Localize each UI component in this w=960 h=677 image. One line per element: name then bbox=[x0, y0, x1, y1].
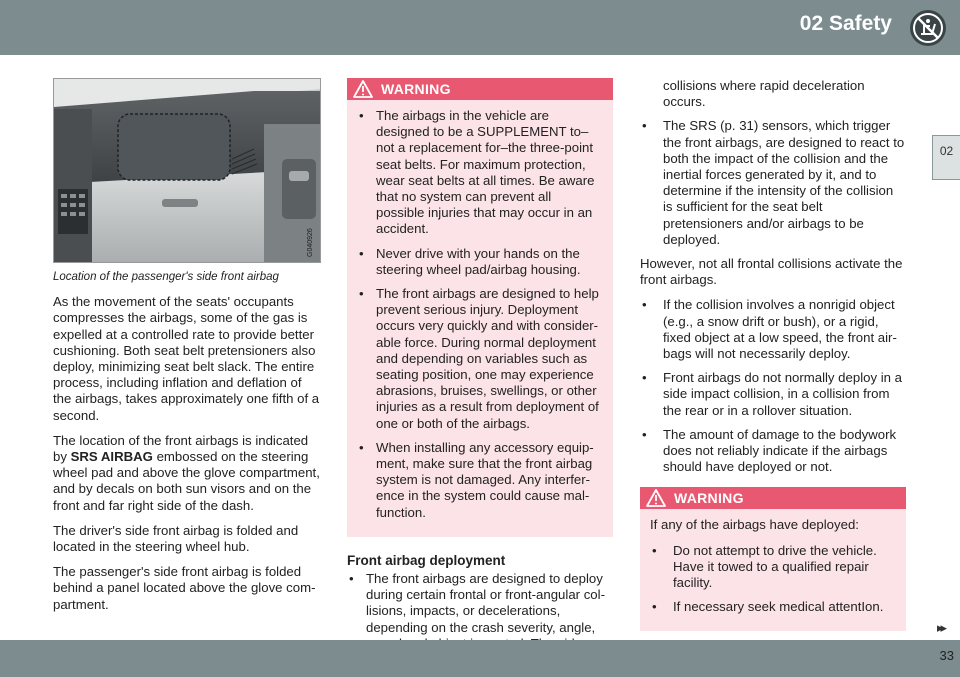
warning-box-1 bbox=[347, 78, 613, 537]
warning-header bbox=[347, 78, 613, 100]
warning-title: WARNING bbox=[674, 490, 744, 507]
warning-item: • When installing any accessory equip-ment, make sure that the front airbag system is not damaged. Any interfer-ence in the system could cause mal-function. bbox=[357, 440, 603, 521]
warning-triangle-icon bbox=[646, 489, 666, 507]
page-number: 33 bbox=[939, 648, 954, 663]
paragraph-4: The passenger's side front airbag is folded behind a panel located above the glove com-partment. bbox=[53, 564, 316, 612]
photo-caption: Location of the passenger's side front airbag bbox=[53, 271, 279, 283]
column-2 bbox=[347, 78, 613, 676]
warning-item: • Do not attempt to drive the vehicle. Have it towed to a qualified repair facility. bbox=[650, 543, 896, 592]
deployment-list-item: • If the collision involves a nonrigid object (e.g., a snow drift or bush), or a rigid, fixed object at a low speed, the front air-bags will not necessarily deploy. bbox=[640, 297, 906, 362]
warning-triangle-icon bbox=[353, 80, 373, 98]
warning-item: • The airbags in the vehicle are designed to be a SUPPLEMENT to–not a replacement for–the three-point seat belts. For maximum protection, wear seat belts at all times. Be aware that no system can prevent all possible injuries that may occur in an accident. bbox=[357, 108, 603, 238]
paragraph-3: The driver's side front airbag is folded and located in the steering wheel hub. bbox=[53, 522, 299, 555]
warning-box-2 bbox=[640, 487, 906, 631]
deployment-paragraph: However, not all frontal collisions activate the front airbags. bbox=[640, 256, 903, 288]
paragraph-1: As the movement of the seats' occupants compresses the airbags, some of the gas is expelled at a controlled rate to provide better cushioning. Both seat belt pretensioners also deploy, minimizing seat belt slack. The entire process, including inflation and deflation of the airbags, takes approximately one fifth of a second. bbox=[53, 294, 320, 423]
warning-title: WARNING bbox=[381, 81, 451, 97]
deployment-list-item: • Front airbags do not normally deploy in a side impact collision, in a collision from the rear or in a rollover situation. bbox=[640, 370, 906, 419]
section-heading: Front airbag deployment bbox=[347, 552, 506, 568]
column-1 bbox=[53, 78, 323, 622]
deployment-item-2: • The SRS (p. 31) sensors, which trigger the front airbags, are designed to react to both the impact of the collision and the inertial forces generated by it, and to determine if the intensity of the collision is sufficient for the seat belt pretensioners and/or airbags to be deployed. bbox=[640, 118, 906, 248]
deployment-list-item: • The amount of damage to the bodywork does not reliably indicate if the airbags should have deployed or not. bbox=[640, 427, 906, 476]
warning-item: • The front airbags are designed to help prevent serious injury. Deployment occurs very quickly and with consider-able force. During normal deployment and depending on variables such as seating position, one may experience abrasions, bruises, swellings, or other injuries as a result from deployment of one or both of the airbags. bbox=[357, 286, 603, 432]
deployment-item-1-continued: collisions where rapid deceleration occurs. bbox=[663, 78, 865, 110]
airbag-location-photo bbox=[53, 78, 321, 263]
footer-bar bbox=[0, 640, 960, 677]
chapter-tab-label: 02 bbox=[939, 144, 954, 158]
next-page-arrow-icon[interactable]: ▸▸ bbox=[936, 620, 944, 635]
column-3 bbox=[640, 78, 906, 631]
no-child-seat-icon bbox=[908, 8, 948, 48]
photo-code: G040926 bbox=[307, 228, 314, 257]
paragraph-2: The location of the front airbags is indicated by SRS AIRBAG embossed on the steering wheel pad and above the glove compartment, and by decals on both sun visors and on the front and far right side of the dash. bbox=[53, 432, 320, 513]
deployment-item-1: • The front airbags are designed to deploy during certain frontal or front-angular col-lisions, impacts, or decelerations, depending on the crash severity, angle, bbox=[347, 571, 613, 668]
dashboard-illustration bbox=[54, 79, 321, 263]
warning-intro: If any of the airbags have deployed: bbox=[650, 517, 859, 533]
page-title: 02 Safety bbox=[799, 12, 892, 35]
warning-item: • Never drive with your hands on the steering wheel pad/airbag housing. bbox=[357, 246, 603, 278]
warning-header bbox=[640, 487, 906, 509]
srs-airbag-label: SRS AIRBAG bbox=[70, 449, 153, 465]
chapter-tab[interactable] bbox=[932, 135, 960, 180]
warning-item: • If necessary seek medical attentIon. bbox=[650, 599, 896, 615]
